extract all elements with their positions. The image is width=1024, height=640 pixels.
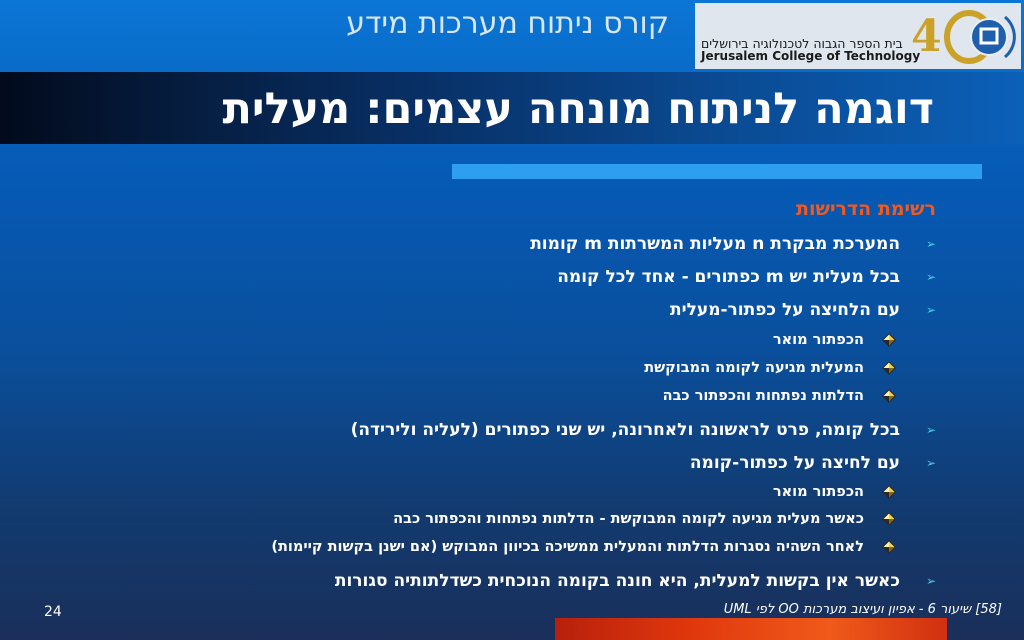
page-number: 24 — [44, 604, 62, 620]
diamond-icon — [882, 361, 896, 375]
bullet-text: הכפתור מואר — [772, 484, 864, 500]
diamond-icon — [882, 540, 896, 554]
college-logo — [695, 3, 1021, 69]
arrowhead-icon: ➢ — [925, 574, 936, 588]
arrowhead-icon: ➢ — [925, 456, 936, 470]
bullet-text: עם הלחיצה על כפתור-מעלית — [669, 300, 900, 320]
bullet-item — [393, 511, 896, 527]
bullet-text: עם לחיצה על כפתור-קומה — [689, 453, 900, 473]
arrowhead-icon: ➢ — [925, 423, 936, 437]
bullet-text: בכל קומה, פרט לראשונה ולאחרונה, יש שני כפתורים (לעליה ולירידה) — [350, 420, 900, 440]
arrowhead-icon: ➢ — [925, 237, 936, 251]
bullet-item — [335, 571, 936, 591]
logo-emblem-icon — [907, 5, 1017, 67]
bullet-item — [557, 267, 936, 287]
bullet-text: כאשר אין בקשות למעלית, היא חונה בקומה הנוכחית כשדלתותיה סגורות — [334, 571, 900, 591]
bullet-item — [271, 539, 896, 555]
bullet-text: הדלתות נפתחות והכפתור כבה — [662, 388, 864, 404]
diamond-icon — [882, 512, 896, 526]
bullet-item — [644, 360, 896, 376]
bullet-item — [663, 388, 896, 404]
course-title: קורס ניתוח מערכות מידע — [346, 6, 669, 41]
bullet-text: המעלית מגיעה לקומה המבוקשת — [644, 360, 864, 376]
bullet-text: המערכת מבקרת n מעליות המשרתות m קומות — [530, 234, 900, 254]
bullet-item — [351, 420, 936, 440]
arrowhead-icon: ➢ — [925, 270, 936, 284]
arrowhead-icon: ➢ — [925, 303, 936, 317]
footer-caption: [58] שיעור 6 - אפיון ועיצוב מערכות OO לפי UML — [723, 602, 1002, 617]
section-heading: רשימת הדרישות — [796, 198, 936, 220]
bullet-text: כאשר מעלית מגיעה לקומה המבוקשת - הדלתות נפתחות והכפתור כבה — [393, 511, 864, 527]
bullet-item — [773, 484, 896, 500]
svg-text:4: 4 — [911, 11, 942, 62]
footer-accent-bar — [555, 618, 947, 640]
diamond-icon — [882, 333, 896, 347]
accent-bar — [452, 164, 982, 179]
bullet-item — [670, 300, 936, 320]
diamond-icon — [882, 389, 896, 403]
bullet-text: הכפתור מואר — [772, 332, 864, 348]
bullet-text: לאחר השהיה נסגרות הדלתות והמעלית ממשיכה בכיוון המבוקש (אם ישנן בקשות קיימות) — [271, 539, 864, 555]
bullet-text: בכל מעלית יש m כפתורים - אחד לכל קומה — [557, 267, 900, 287]
logo-hebrew-text: בית הספר הגבוה לטכנולוגיה בירושלים — [701, 36, 903, 51]
bullet-item — [530, 234, 936, 254]
logo-english-text: Jerusalem College of Technology — [701, 49, 921, 63]
slide-title: דוגמה לניתוח מונחה עצמים: מעלית — [222, 84, 934, 134]
diamond-icon — [882, 485, 896, 499]
bullet-item — [690, 453, 936, 473]
bullet-item — [773, 332, 896, 348]
